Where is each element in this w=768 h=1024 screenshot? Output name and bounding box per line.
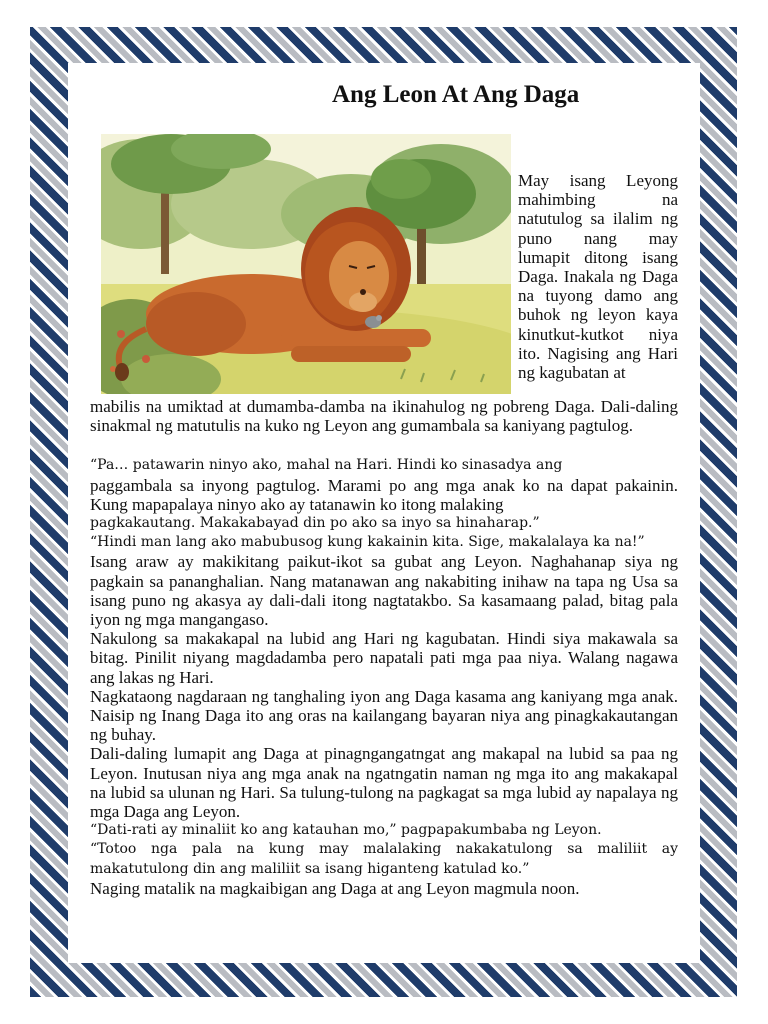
story-title: Ang Leon At Ang Daga [332,81,580,108]
mouse-plea-closing: pagkakautang. Makakabayad din po ako sa inyo sa hinaharap.” [90,515,540,532]
mouse-plea: paggambala sa inyong pagtulog. Marami po ang mga anak ko na dapat pakainin. Kung mapapalaya ninyo ako ay tatanawin ko itong malaking [90,475,678,514]
paragraph-hunt: Isang araw ay makikitang paikut-ikot sa gubat ang Leyon. Naghahanap siya ng pagkain sa pananghalian. Nang matanawan ang nakabiting inihaw na tapa ng Usa sa isang puno ng akasya ay dali-dali itong nagtatakbo. Sa kasamaang palad, bitag pala iyon ng mga mangangaso. [90,552,678,630]
paragraph-rescue: Dali-daling lumapit ang Daga at pinagngangatngat ang makapal na lubid sa paa ng Leyon. Inutusan niya ang mga anak na ngatngatin naman ng mga ito ang makakapal na lubid sa ulunan ng Hari. Sa tulung-tulong na pagkagat sa mga lubid ay napalaya ng mga Daga ang Leyon. [90,744,678,822]
lesson-quote: “Totoo nga pala na kung may malalaking nakakatulong sa maliliit ay makatutulong din ang maliliit sa isang higanteng katulad ko.” [90,841,678,877]
lion-humbled-quote: “Dati-rati ay minaliit ko ang katauhan mo,” pagpapakumbaba ng Leyon. [90,822,602,839]
paragraph-mouse-returns: Nagkataong nagdaraan ng tanghaling iyon ang Daga kasama ang kaniyang mga anak. Naisip ng Inang Daga ito ang oras na kailangang bayaran niya ang pinagkakautangan ng buhay. [90,686,678,745]
lion-and-mouse-illustration [101,134,511,394]
story-body [90,397,678,898]
ending-paragraph: Naging matalik na magkaibigan ang Daga at ang Leyon magmula noon. [90,878,580,898]
mouse-plea-opening: “Pa… patawarin ninyo ako, mahal na Hari. Hindi ko sinasadya ang [90,457,563,474]
lion-reply: “Hindi man lang ako mabubusog kung kakainin kita. Sige, makalalaya ka na!” [90,534,645,551]
paragraph-trapped: Nakulong sa makakapal na lubid ang Hari ng kagubatan. Hindi siya makawala sa bitag. Pinilit niyang magdadamba pero napatali pati mga paa niya. Walang nagawa ang lakas ng Hari. [90,629,678,687]
intro-paragraph: May isang Leyong mahimbing na natutulog sa ilalim ng puno nang may lumapit ditong isang Daga. Inakala ng Daga na tuyong damo ang buhok ng leyon kaya kinutkut-kutkot niya ito. Nagising ang Hari ng kagubatan at [518,171,678,383]
intro-continuation: mabilis na umiktad at dumamba-damba na ikinahulog ng pobreng Daga. Dali-daling sinakmal ng matutulis na kuko ng Leyon ang gumambala sa kaniyang pagtulog. [90,397,678,436]
